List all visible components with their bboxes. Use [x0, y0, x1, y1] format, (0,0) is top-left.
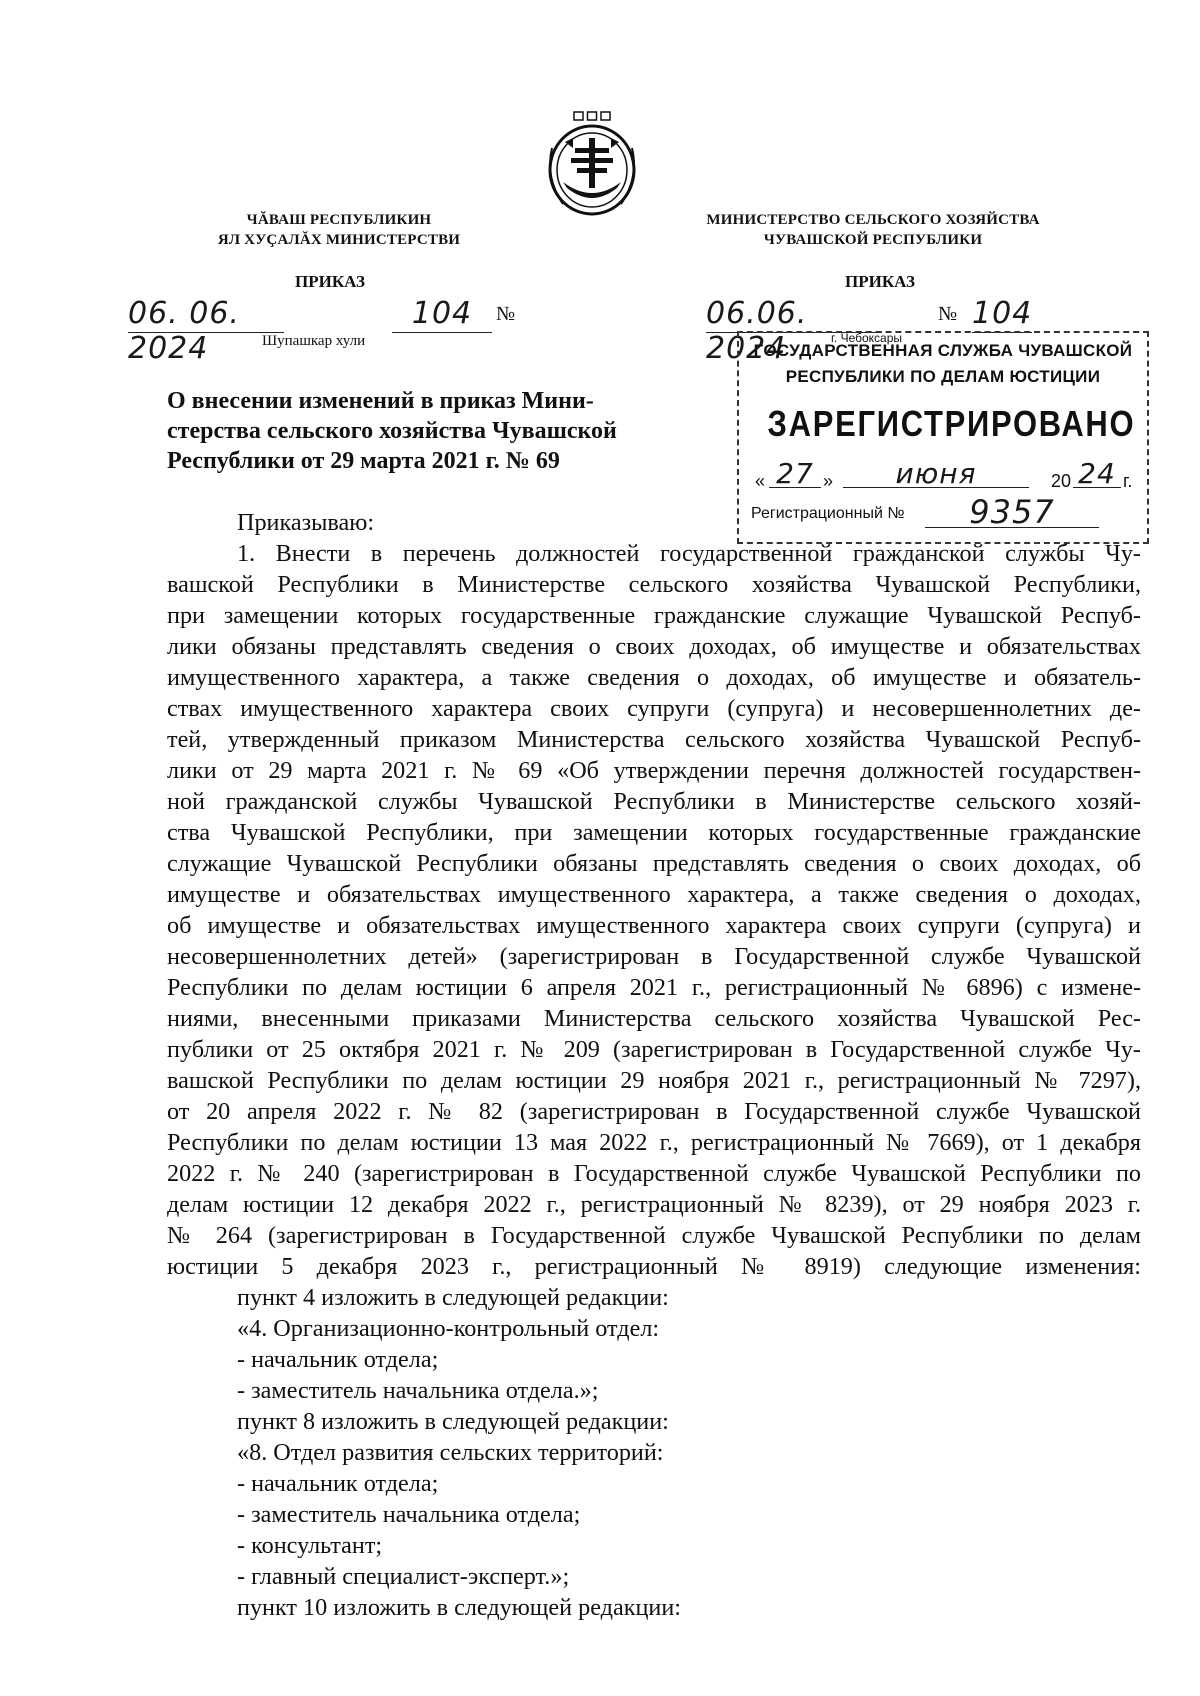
header-right-line1: МИНИСТЕРСТВО СЕЛЬСКОГО ХОЗЯЙСТВА — [706, 212, 1040, 228]
document-title-line1: О внесении изменений в приказ Мини- — [167, 388, 594, 414]
right-date-handwritten: 06.06. 2024 — [706, 296, 882, 333]
right-number-handwritten: 104 — [972, 296, 1033, 331]
body-line: ствах имущественного характера своих супруги (супруга) и несовершеннолетних де- — [167, 695, 1141, 722]
stamp-agency-line1: ГОСУДАРСТВЕННАЯ СЛУЖБА ЧУВАШСКОЙ — [753, 341, 1133, 360]
stamp-open-quote: « — [755, 471, 766, 491]
left-number-handwritten: 104 — [392, 296, 492, 333]
body-line: лики обязаны представлять сведения о своих доходах, об имуществе и обязательствах — [167, 633, 1141, 660]
left-date-handwritten: 06. 06. 2024 — [128, 296, 284, 333]
stamp-reg-label: Регистрационный № — [751, 505, 905, 522]
body-line: - начальник отдела; — [237, 1346, 439, 1373]
body-line: об имуществе и обязательствах имущественного характера своих супруги (супруга) и — [167, 912, 1141, 939]
body-line: «8. Отдел развития сельских территорий: — [237, 1439, 664, 1466]
stamp-year-prefix: 20 — [1051, 471, 1072, 491]
body-line: вашской Республики в Министерстве сельского хозяйства Чувашской Республики, — [167, 571, 1141, 598]
stamp-date-row — [751, 457, 1137, 493]
header-right-line2: ЧУВАШСКОЙ РЕСПУБЛИКИ — [763, 232, 983, 248]
body-line: пункт 8 изложить в следующей редакции: — [237, 1408, 669, 1435]
body-line: несовершеннолетних детей» (зарегистрирован в Государственной службе Чувашской — [167, 943, 1141, 970]
body-line: служащие Чувашской Республики обязаны представлять сведения о своих доходах, об — [167, 850, 1141, 877]
header-left-line2: ЯЛ ХУҪАЛĂХ МИНИСТЕРСТВИ — [217, 232, 461, 248]
left-number-sign: № — [496, 303, 516, 325]
body-line: - заместитель начальника отдела; — [237, 1501, 581, 1528]
body-line: от 20 апреля 2022 г. № 82 (зарегистрирован в Государственной службе Чувашской — [167, 1098, 1141, 1125]
body-line: тей, утвержденный приказом Министерства сельского хозяйства Чувашской Респуб- — [167, 726, 1141, 753]
body-line: имущественного характера, а также сведения о доходах, об имуществе и обязатель- — [167, 664, 1141, 691]
header-left-line1: ЧĂВАШ РЕСПУБЛИКИН — [246, 212, 432, 228]
left-city: Шупашкар хули — [262, 333, 366, 349]
body-line: пункт 4 изложить в следующей редакции: — [237, 1284, 669, 1311]
body-line: имуществе и обязательствах имущественного характера, а также сведения о доходах, — [167, 881, 1141, 908]
body-line: - начальник отдела; — [237, 1470, 439, 1497]
stamp-month-handwritten: июня — [843, 457, 1029, 488]
stamp-year-handwritten: 24 — [1073, 457, 1121, 488]
body-line: «4. Организационно-контрольный отдел: — [237, 1315, 660, 1342]
right-city: г. Чебоксары — [831, 331, 903, 345]
stamp-close-quote: » — [823, 471, 834, 491]
body-line: при замещении которых государственные гражданские служащие Чувашской Респуб- — [167, 602, 1141, 629]
body-line: 2022 г. № 240 (зарегистрирован в Государственной службе Чувашской Республики по — [167, 1160, 1141, 1187]
body-line: Республики по делам юстиции 13 мая 2022 г., регистрационный № 7669), от 1 декабря — [167, 1129, 1141, 1156]
stamp-day-handwritten: 27 — [769, 457, 821, 488]
stamp-reg-number-handwritten: 9357 — [925, 493, 1099, 528]
stamp-year-unit: г. — [1123, 471, 1133, 491]
body-line: 1. Внести в перечень должностей государственной гражданской службы Чу- — [237, 540, 1141, 567]
body-line: ства Чувашской Республики, при замещении которых государственные гражданские — [167, 819, 1141, 846]
body-line: - заместитель начальника отдела.»; — [237, 1377, 599, 1404]
coat-of-arms-emblem — [543, 108, 641, 218]
body-line: - главный специалист-эксперт.»; — [237, 1563, 570, 1590]
body-line: пункт 10 изложить в следующей редакции: — [237, 1594, 681, 1621]
body-line: Приказываю: — [237, 509, 375, 536]
document-title-line3: Республики от 29 марта 2021 г. № 69 — [167, 448, 560, 474]
body-line: № 264 (зарегистрирован в Государственной службе Чувашской Республики по делам — [167, 1222, 1141, 1249]
right-number-sign: № — [938, 303, 958, 325]
body-line: ной гражданской службы Чувашской Республики в Министерстве сельского хозяй- — [167, 788, 1141, 815]
document-title-line2: стерства сельского хозяйства Чувашской — [167, 418, 617, 444]
stamp-registered-label: ЗАРЕГИСТРИРОВАНО — [767, 403, 1136, 444]
prikaz-left-label: ПРИКАЗ — [295, 272, 365, 291]
body-line: лики от 29 марта 2021 г. № 69 «Об утверждении перечня должностей государствен- — [167, 757, 1141, 784]
body-line: ниями, внесенными приказами Министерства сельского хозяйства Чувашской Рес- — [167, 1005, 1141, 1032]
body-line: делам юстиции 12 декабря 2022 г., регистрационный № 8239), от 29 ноября 2023 г. — [167, 1191, 1141, 1218]
body-line: Республики по делам юстиции 6 апреля 2021 г., регистрационный № 6896) с измене- — [167, 974, 1141, 1001]
prikaz-right-label: ПРИКАЗ — [845, 272, 915, 291]
body-line: юстиции 5 декабря 2023 г., регистрационный № 8919) следующие изменения: — [167, 1253, 1141, 1280]
body-line: публики от 25 октября 2021 г. № 209 (зарегистрирован в Государственной службе Чу- — [167, 1036, 1141, 1063]
body-line: - консультант; — [237, 1532, 383, 1559]
stamp-agency-line2: РЕСПУБЛИКИ ПО ДЕЛАМ ЮСТИЦИИ — [785, 367, 1101, 386]
body-line: вашской Республики по делам юстиции 29 ноября 2021 г., регистрационный № 7297), — [167, 1067, 1141, 1094]
